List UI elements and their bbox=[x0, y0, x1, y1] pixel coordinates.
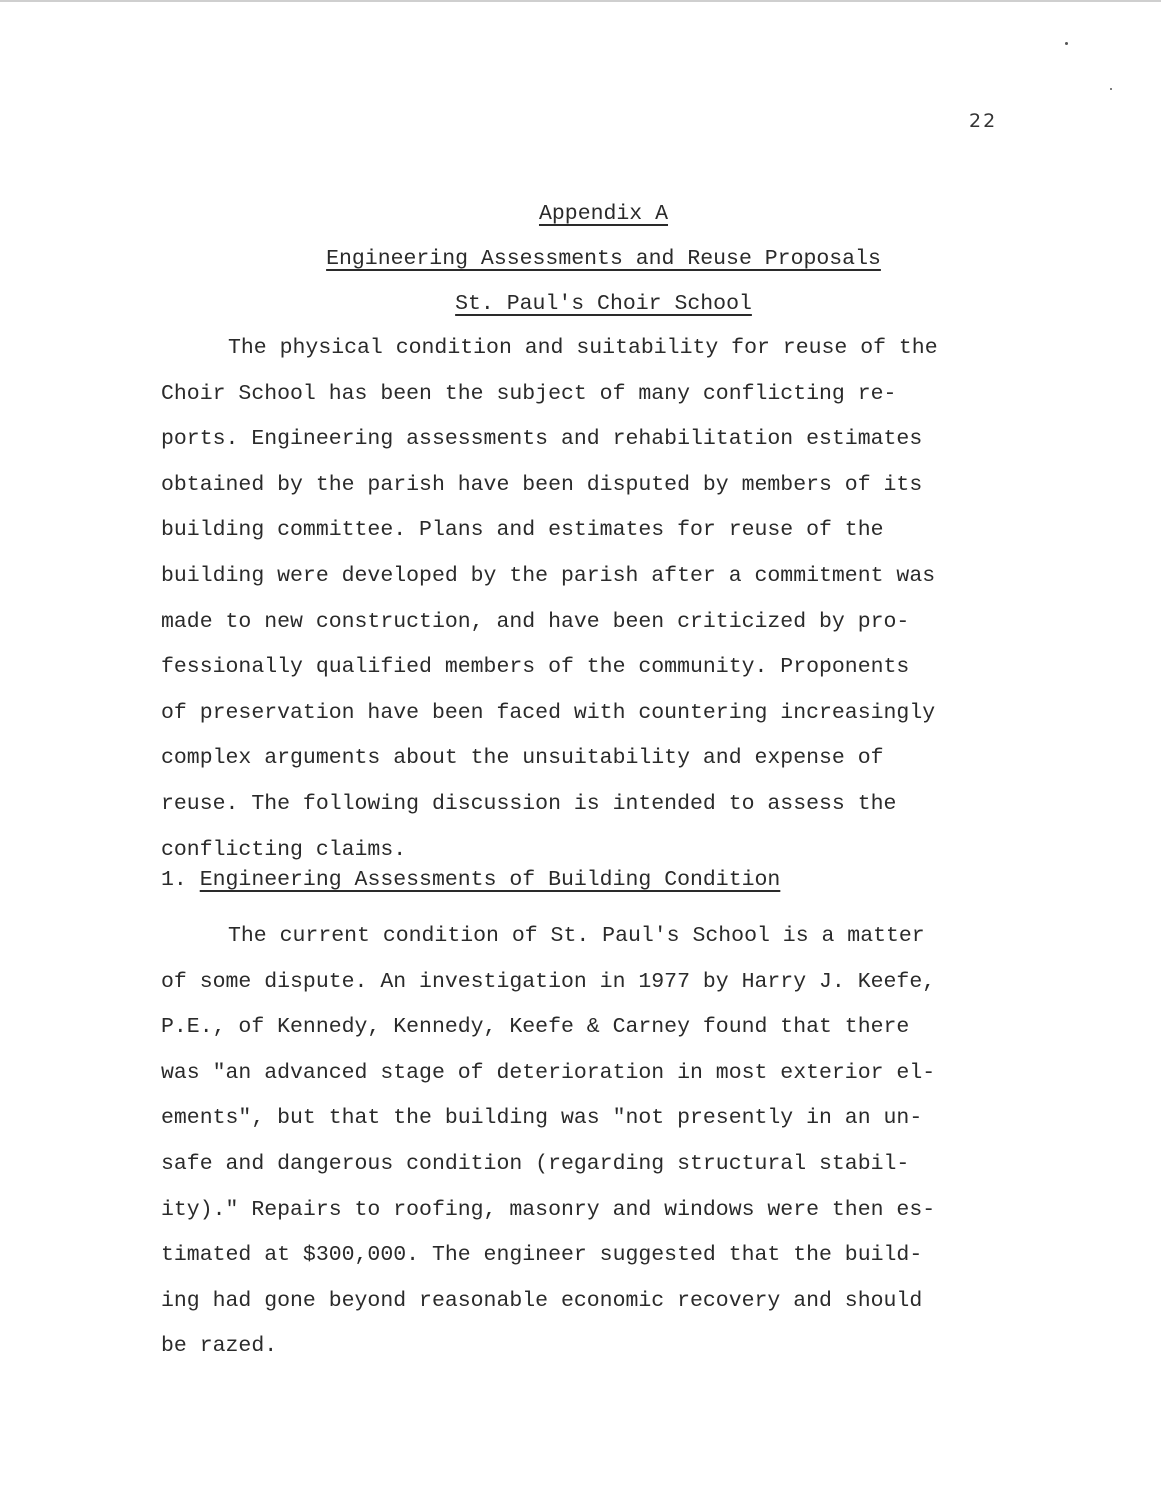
school-title: St. Paul's Choir School bbox=[455, 292, 752, 316]
scan-edge-line bbox=[0, 0, 1161, 2]
subtitle-text: Engineering Assessments and Reuse Proposals bbox=[326, 247, 881, 271]
text-line: building were developed by the parish after a commitment was bbox=[161, 563, 936, 588]
scan-speck bbox=[1110, 88, 1112, 90]
page-number: 22 bbox=[969, 110, 998, 132]
section-title: Engineering Assessments of Building Condition bbox=[199, 868, 781, 892]
text-line: was "an advanced stage of deterioration in most exterior el- bbox=[161, 1060, 936, 1085]
text-line: ity)." Repairs to roofing, masonry and windows were then es- bbox=[161, 1197, 936, 1222]
section-number: 1. bbox=[161, 868, 200, 892]
text-line: The physical condition and suitability for reuse of the bbox=[228, 336, 938, 360]
text-line: ing had gone beyond reasonable economic recovery and should bbox=[161, 1288, 923, 1313]
text-line: Choir School has been the subject of many conflicting re- bbox=[161, 381, 897, 406]
text-line: made to new construction, and have been criticized by pro- bbox=[161, 609, 910, 634]
text-line: fessionally qualified members of the community. Proponents bbox=[161, 655, 910, 680]
appendix-title: Appendix A bbox=[538, 202, 669, 226]
text-line: The current condition of St. Paul's School is a matter bbox=[228, 924, 925, 948]
subtitle-heading bbox=[0, 247, 1161, 271]
paragraph-intro bbox=[161, 326, 991, 873]
text-line: timated at $300,000. The engineer suggested that the build- bbox=[161, 1243, 923, 1268]
text-line: of preservation have been faced with countering increasingly bbox=[161, 700, 936, 725]
scan-speck bbox=[1065, 42, 1068, 45]
appendix-heading bbox=[0, 202, 1161, 226]
text-line: building committee. Plans and estimates for reuse of the bbox=[161, 518, 884, 543]
text-line: safe and dangerous condition (regarding structural stabil- bbox=[161, 1151, 910, 1176]
text-line: ports. Engineering assessments and rehabilitation estimates bbox=[161, 427, 923, 452]
section-heading bbox=[161, 868, 780, 892]
paragraph-condition bbox=[161, 914, 991, 1370]
text-line: ements", but that the building was "not presently in an un- bbox=[161, 1106, 923, 1131]
text-line: obtained by the parish have been disputed by members of its bbox=[161, 472, 923, 497]
text-line: be razed. bbox=[161, 1334, 278, 1359]
text-line: reuse. The following discussion is intended to assess the bbox=[161, 791, 897, 816]
text-line: P.E., of Kennedy, Kennedy, Keefe & Carney found that there bbox=[161, 1015, 910, 1040]
text-line: complex arguments about the unsuitability and expense of bbox=[161, 746, 884, 771]
school-heading bbox=[0, 292, 1161, 316]
text-line: of some dispute. An investigation in 1977 by Harry J. Keefe, bbox=[161, 969, 936, 994]
text-line: conflicting claims. bbox=[161, 837, 407, 862]
